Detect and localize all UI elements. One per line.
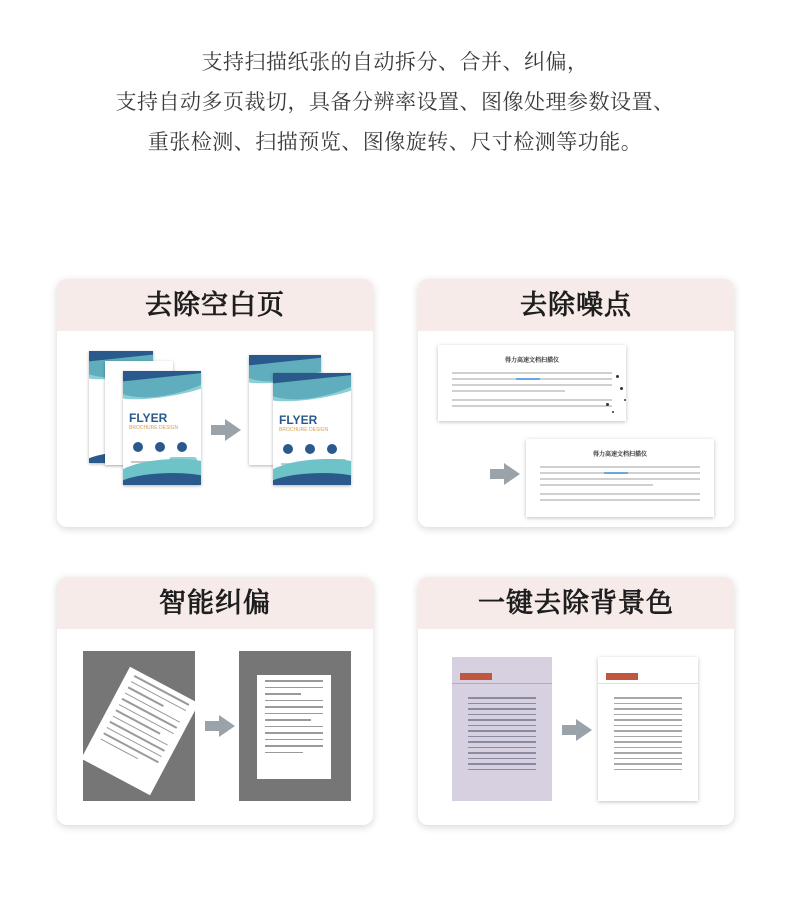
arrow-right-icon: [562, 719, 592, 741]
corrected-scan: [239, 651, 351, 801]
card-illustration: [57, 629, 373, 825]
clean-background-document: [598, 657, 698, 801]
card-title: 智能纠偏: [57, 577, 373, 629]
skewed-scan: [83, 651, 195, 801]
flyer-subtitle-after: BROCHURE DESIGN: [279, 427, 329, 433]
document-title: 得力高速文档扫描仪: [504, 357, 559, 364]
intro-line-3: 重张检测、扫描预览、图像旋转、尺寸检测等功能。: [147, 130, 643, 154]
card-illustration: [57, 331, 373, 527]
card-illustration: [418, 331, 734, 527]
flyer-after: [273, 373, 351, 485]
document-title-clean: 得力高速文档扫描仪: [592, 451, 647, 458]
clean-document: [526, 439, 714, 517]
flyer-title-after: FLYER: [279, 413, 318, 427]
noisy-document: [438, 345, 626, 421]
intro-line-2: 支持自动多页裁切，具备分辨率设置、图像处理参数设置、: [115, 90, 675, 114]
card-noise-removal: [418, 279, 734, 527]
flyer-before: [123, 371, 201, 485]
card-background-removal: [418, 577, 734, 825]
card-illustration: [418, 629, 734, 825]
intro-text: [0, 42, 790, 162]
tinted-document: [452, 657, 552, 801]
card-blank-page-removal: [57, 279, 373, 527]
flyer-title: FLYER: [129, 411, 168, 425]
flyer-subtitle: BROCHURE DESIGN: [129, 425, 179, 431]
card-deskew: [57, 577, 373, 825]
card-title: 一键去除背景色: [418, 577, 734, 629]
skewed-paper: [81, 667, 199, 795]
arrow-right-icon: [205, 715, 235, 737]
card-title: 去除空白页: [57, 279, 373, 331]
card-title: 去除噪点: [418, 279, 734, 331]
arrow-right-icon: [211, 419, 241, 441]
arrow-right-icon: [490, 463, 520, 485]
corrected-paper: [257, 675, 331, 779]
intro-line-1: 支持扫描纸张的自动拆分、合并、纠偏，: [201, 50, 589, 74]
